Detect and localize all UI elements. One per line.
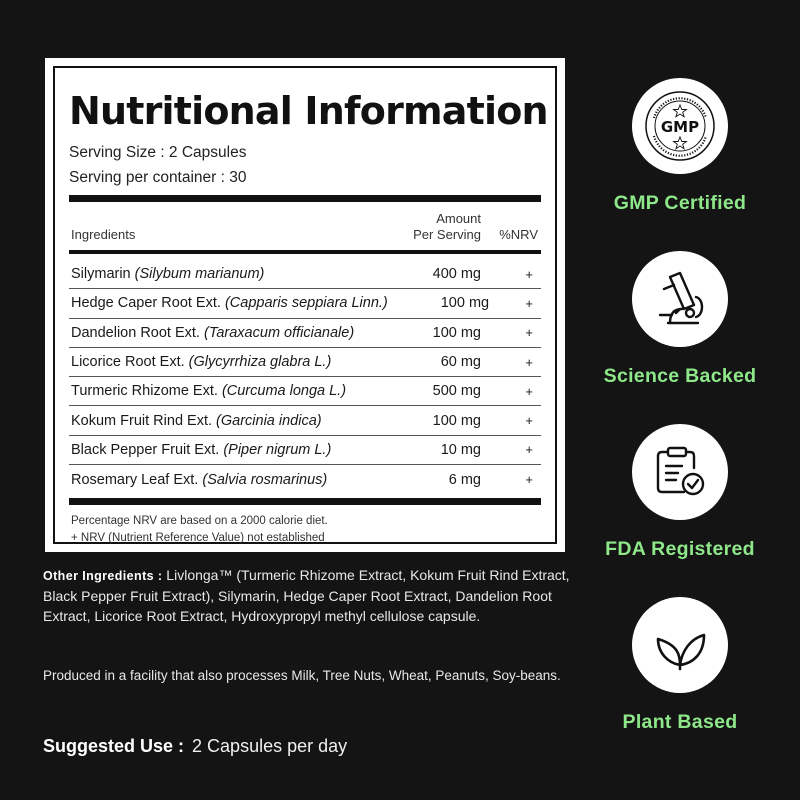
ingredient-nrv: + [525,442,533,458]
ingredient-name [69,266,361,282]
ingredient-nrv: + [525,472,533,488]
other-ingredients-label: Other Ingredients : [43,569,163,583]
leaves-icon [650,615,710,675]
ingredient-name [69,325,361,341]
table-row [69,289,541,318]
badge-plant-label: Plant Based [622,711,738,733]
table-row [69,319,541,348]
badge-gmp-circle [632,78,728,174]
table-row [69,260,541,289]
suggested-use [43,736,347,757]
ingredient-common-name: Rosemary Leaf Ext. [71,471,203,488]
suggested-use-label: Suggested Use : [43,736,185,756]
ingredient-common-name: Silymarin [71,266,135,283]
ingredient-name [69,383,361,399]
gmp-seal-text: GMP [660,118,700,136]
divider-thick [69,195,541,202]
suggested-use-text: 2 Capsules per day [192,736,348,756]
badge-science-circle [632,251,728,347]
badge-fda [580,424,780,561]
gmp-seal-icon [640,86,720,166]
badge-fda-circle [632,424,728,520]
badge-plant [580,597,780,734]
ingredient-scientific-name: (Curcuma longa L.) [221,383,347,400]
nutrition-panel-frame [53,66,557,544]
table-row [69,377,541,406]
ingredient-name [69,295,388,311]
ingredient-common-name: Hedge Caper Root Ext. [71,295,225,312]
ingredient-name [69,413,361,429]
ingredient-amount: 10 mg [440,441,481,458]
ingredient-amount: 100 mg [432,412,481,429]
ingredient-amount: 100 mg [432,324,481,341]
footnote-nrv-basis: Percentage NRV are based on a 2000 calorie diet. [71,515,328,528]
serving-size: Serving Size : 2 Capsules [69,144,247,161]
ingredient-nrv: + [525,383,533,399]
ingredient-name [69,472,361,488]
ingredient-scientific-name: (Capparis seppiara Linn.) [224,295,388,312]
ingredient-amount: 60 mg [440,354,481,371]
ingredient-common-name: Dandelion Root Ext. [71,324,204,341]
header-ingredients: Ingredients [71,227,136,242]
ingredient-amount: 400 mg [432,266,481,283]
ingredient-common-name: Licorice Root Ext. [71,354,189,371]
table-row [69,348,541,377]
other-ingredients-text: Livlonga™ (Turmeric Rhizome Extract, Kokum Fruit Rind Extract, Black Pepper Fruit Extract), Silymarin, Hedge Caper Root Extract, Dandelion Root Extract, Licorice Root Extract, Hydroxypropyl methyl cellulose capsule. [43,567,570,624]
ingredient-amount: 100 mg [440,295,490,312]
badge-gmp-label: GMP Certified [613,192,747,214]
microscope-icon [650,269,710,329]
ingredient-common-name: Turmeric Rhizome Ext. [71,383,222,400]
ingredient-nrv: + [525,413,533,429]
badge-fda-label: FDA Registered [605,538,755,560]
ingredient-common-name: Black Pepper Fruit Ext. [71,441,224,458]
servings-per-container: Serving per container : 30 [69,169,247,186]
ingredient-scientific-name: (Glycyrrhiza glabra L.) [188,354,332,371]
badge-plant-circle [632,597,728,693]
table-row [69,465,541,494]
ingredient-scientific-name: (Garcinia indica) [216,412,322,429]
badge-gmp [580,78,780,215]
header-amount [361,211,481,243]
header-nrv: %NRV [499,227,538,242]
clipboard-check-icon [650,442,710,502]
header-amount-line2: Per Serving [413,227,481,242]
table-row [69,436,541,465]
ingredient-nrv: + [525,325,533,341]
table-header [69,202,541,250]
header-amount-line1: Amount [436,211,481,226]
ingredient-scientific-name: (Taraxacum officianale) [204,324,355,341]
nutrition-panel [45,58,565,552]
ingredient-scientific-name: (Silybum marianum) [134,266,265,283]
ingredient-name [69,354,361,370]
ingredient-scientific-name: (Salvia rosmarinus) [202,471,328,488]
badge-science-label: Science Backed [603,365,757,387]
ingredient-name [69,442,361,458]
table-row [69,406,541,435]
ingredient-nrv: + [525,266,533,282]
footnotes [69,513,541,547]
footnote-nrv-not-established: + NRV (Nutrient Reference Value) not established [71,532,325,545]
divider-medium [69,250,541,254]
badge-science [580,251,780,388]
ingredient-table [69,260,541,494]
other-ingredients [43,565,573,626]
allergen-statement: Produced in a facility that also processes Milk, Tree Nuts, Wheat, Peanuts, Soy-beans. [43,668,561,683]
divider-bottom [69,498,541,505]
ingredient-amount: 500 mg [432,383,481,400]
ingredient-common-name: Kokum Fruit Rind Ext. [71,412,217,429]
ingredient-scientific-name: (Piper nigrum L.) [223,441,332,458]
ingredient-nrv: + [525,354,533,370]
panel-title: Nutritional Information [69,89,548,133]
ingredient-nrv: + [525,295,533,311]
ingredient-amount: 6 mg [448,471,481,488]
